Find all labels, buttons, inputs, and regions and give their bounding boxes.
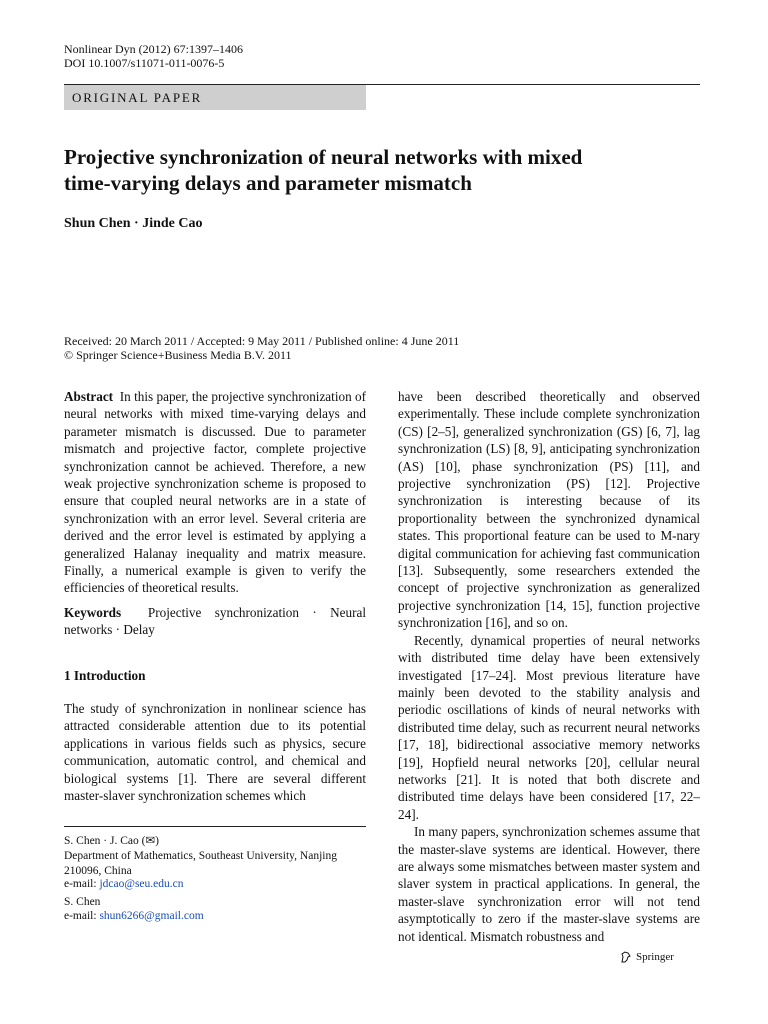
title-line-1: Projective synchronization of neural networks with mixed <box>64 145 583 169</box>
email-label: e-mail: <box>64 910 100 922</box>
footnote-email-2 <box>64 909 204 924</box>
article-title <box>64 144 704 196</box>
footnote-postcode: 210096, China <box>64 865 132 877</box>
publication-dates: Received: 20 March 2011 / Accepted: 9 May 2011 / Published online: 4 June 2011 <box>64 334 460 348</box>
right-paragraph-1: have been described theoretically and observed experimentally. These include complete synchronization (CS) [2–5], generalized synchronization (GS) [6, 7], lag synchronization (LS) [8, 9], anticipating synchronization (AS) [10], phase synchronization (PS) [11], and projective synchronization (PS) [12]. Projective synchronization is interesting because of its proportionality between the synchronized dynamical states. This proportional feature can be used to M-nary digital communication for achieving fast communication [13]. Subsequently, some researchers extended the concept of projective synchronization as generalized projective synchronization [14, 15], function projective synchronization [16], and so on. <box>398 389 700 631</box>
right-paragraph-3: In many papers, synchronization schemes assume that the master-slave systems are identical. However, there are always some mismatches between master system and slaver system in practical applications. In general, the master-slave synchronization error will not tend asymptotically to zero if the master-slave systems are not identical. Mismatch robustness and <box>398 824 700 944</box>
title-line-2: time-varying delays and parameter mismatch <box>64 171 472 195</box>
footnote-email-1 <box>64 877 184 892</box>
authors: Shun Chen · Jinde Cao <box>64 216 203 231</box>
keywords <box>64 604 366 639</box>
footnote-rule <box>64 826 366 827</box>
right-paragraph-2: Recently, dynamical properties of neural networks with distributed time delay have been extensively investigated [17–24]. Most previous literature have mainly been devoted to the stability analysis and periodic oscillations of kinds of neural networks with distributed time delay, such as recurrent neural networks [17, 18], bidirectional associative memory networks [19], Hopfield neural networks [20], cellular neural networks [21]. It is noted that both discrete and distributed time delays have been considered [17, 22–24]. <box>398 632 700 822</box>
abstract <box>64 388 366 597</box>
abstract-label: Abstract <box>64 389 114 404</box>
email-link-jdcao[interactable]: jdcao@seu.edu.cn <box>99 878 184 890</box>
intro-text: The study of synchronization in nonlinear science has attracted considerable attention due to its potential applications in various fields such as physics, secure communication, automatic control, and chemical and biological systems [1]. There are several different master-slaver synchronization schemes which <box>64 701 366 804</box>
email-link-shun[interactable]: shun6266@gmail.com <box>99 910 204 922</box>
publisher-name: Springer <box>636 951 674 963</box>
copyright: © Springer Science+Business Media B.V. 2011 <box>64 348 292 362</box>
springer-horse-icon <box>620 951 632 963</box>
footnote-authors: S. Chen · J. Cao (✉) <box>64 835 159 847</box>
article-category: ORIGINAL PAPER <box>64 85 366 110</box>
abstract-text: In this paper, the projective synchronization of neural networks with mixed time-varying delays and parameter mismatch is discussed. Due to parameter mismatch and projective factor, complete projective synchronization cannot be achieved. Therefore, a new weak projective synchronization scheme is proposed to ensure that coupled neural networks are in a state of synchronization with an error level. Several criteria are derived and the error level is estimated by applying a generalized Halanay inequality and matrix measure. Finally, a numerical example is given to verify the efficiencies of theoretical results. <box>64 389 366 596</box>
introduction-paragraph <box>64 700 366 804</box>
section-heading-introduction: 1 Introduction <box>64 668 146 683</box>
footnote-author-2: S. Chen <box>64 896 101 908</box>
right-column <box>398 388 700 945</box>
footnote-affiliation: Department of Mathematics, Southeast University, Nanjing <box>64 850 337 862</box>
publisher-logo <box>620 951 674 963</box>
keywords-label: Keywords <box>64 605 122 620</box>
journal-citation: Nonlinear Dyn (2012) 67:1397–1406 <box>64 42 243 56</box>
doi: DOI 10.1007/s11071-011-0076-5 <box>64 56 225 70</box>
email-label: e-mail: <box>64 878 100 890</box>
keywords-text: Projective synchronization · Neural networks · Delay <box>64 605 366 638</box>
